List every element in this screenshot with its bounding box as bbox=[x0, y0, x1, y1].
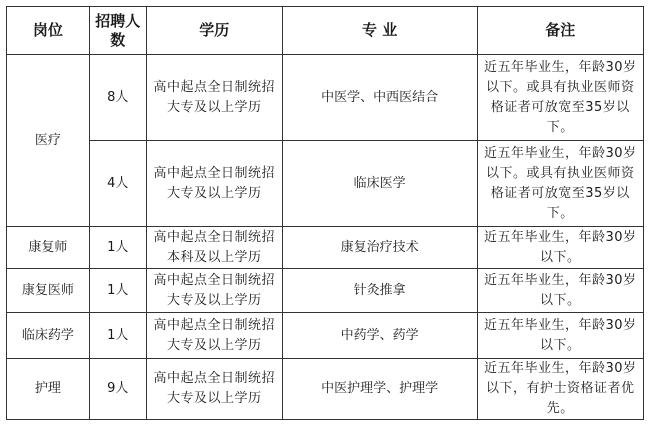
cell-num: 1人 bbox=[89, 269, 146, 313]
cell-num: 8人 bbox=[89, 55, 146, 141]
recruitment-table bbox=[6, 6, 644, 420]
table-row bbox=[7, 313, 644, 359]
header-num: 招聘人数 bbox=[89, 7, 146, 55]
table-row bbox=[7, 359, 644, 420]
cell-major: 针灸推拿 bbox=[282, 269, 477, 313]
cell-edu: 高中起点全日制统招大专及以上学历 bbox=[146, 55, 282, 141]
cell-num: 1人 bbox=[89, 313, 146, 359]
cell-note: 近五年毕业生，年龄30岁以下。 bbox=[477, 227, 643, 269]
cell-num: 4人 bbox=[89, 141, 146, 227]
cell-major: 临床医学 bbox=[282, 141, 477, 227]
table-row bbox=[7, 227, 644, 269]
cell-post: 医疗 bbox=[7, 55, 90, 227]
cell-major: 中药学、药学 bbox=[282, 313, 477, 359]
cell-major: 中医学、中西医结合 bbox=[282, 55, 477, 141]
header-edu: 学历 bbox=[146, 7, 282, 55]
cell-major: 中医护理学、护理学 bbox=[282, 359, 477, 420]
cell-edu: 高中起点全日制统招本科及以上学历 bbox=[146, 227, 282, 269]
cell-note: 近五年毕业生，年龄30岁以下。或具有执业医师资格证者可放宽至35岁以下。 bbox=[477, 55, 643, 141]
table-row bbox=[7, 141, 644, 227]
cell-num: 9人 bbox=[89, 359, 146, 420]
cell-edu: 高中起点全日制统招大专及以上学历 bbox=[146, 269, 282, 313]
header-major: 专 业 bbox=[282, 7, 477, 55]
cell-major: 康复治疗技术 bbox=[282, 227, 477, 269]
cell-edu: 高中起点全日制统招大专及以上学历 bbox=[146, 359, 282, 420]
cell-note: 近五年毕业生，年龄30岁以下。 bbox=[477, 313, 643, 359]
cell-edu: 高中起点全日制统招大专及以上学历 bbox=[146, 141, 282, 227]
cell-post: 康复医师 bbox=[7, 269, 90, 313]
cell-post: 临床药学 bbox=[7, 313, 90, 359]
table-row bbox=[7, 55, 644, 141]
cell-note: 近五年毕业生，年龄30岁以下，有护士资格证者优先。 bbox=[477, 359, 643, 420]
header-note: 备注 bbox=[477, 7, 643, 55]
table-header-row bbox=[7, 7, 644, 55]
cell-post: 康复师 bbox=[7, 227, 90, 269]
cell-note: 近五年毕业生，年龄30岁以下。 bbox=[477, 269, 643, 313]
cell-note: 近五年毕业生，年龄30岁以下。或具有执业医师资格证者可放宽至35岁以下。 bbox=[477, 141, 643, 227]
header-post: 岗位 bbox=[7, 7, 90, 55]
cell-edu: 高中起点全日制统招大专及以上学历 bbox=[146, 313, 282, 359]
table-row bbox=[7, 269, 644, 313]
cell-post: 护理 bbox=[7, 359, 90, 420]
cell-num: 1人 bbox=[89, 227, 146, 269]
